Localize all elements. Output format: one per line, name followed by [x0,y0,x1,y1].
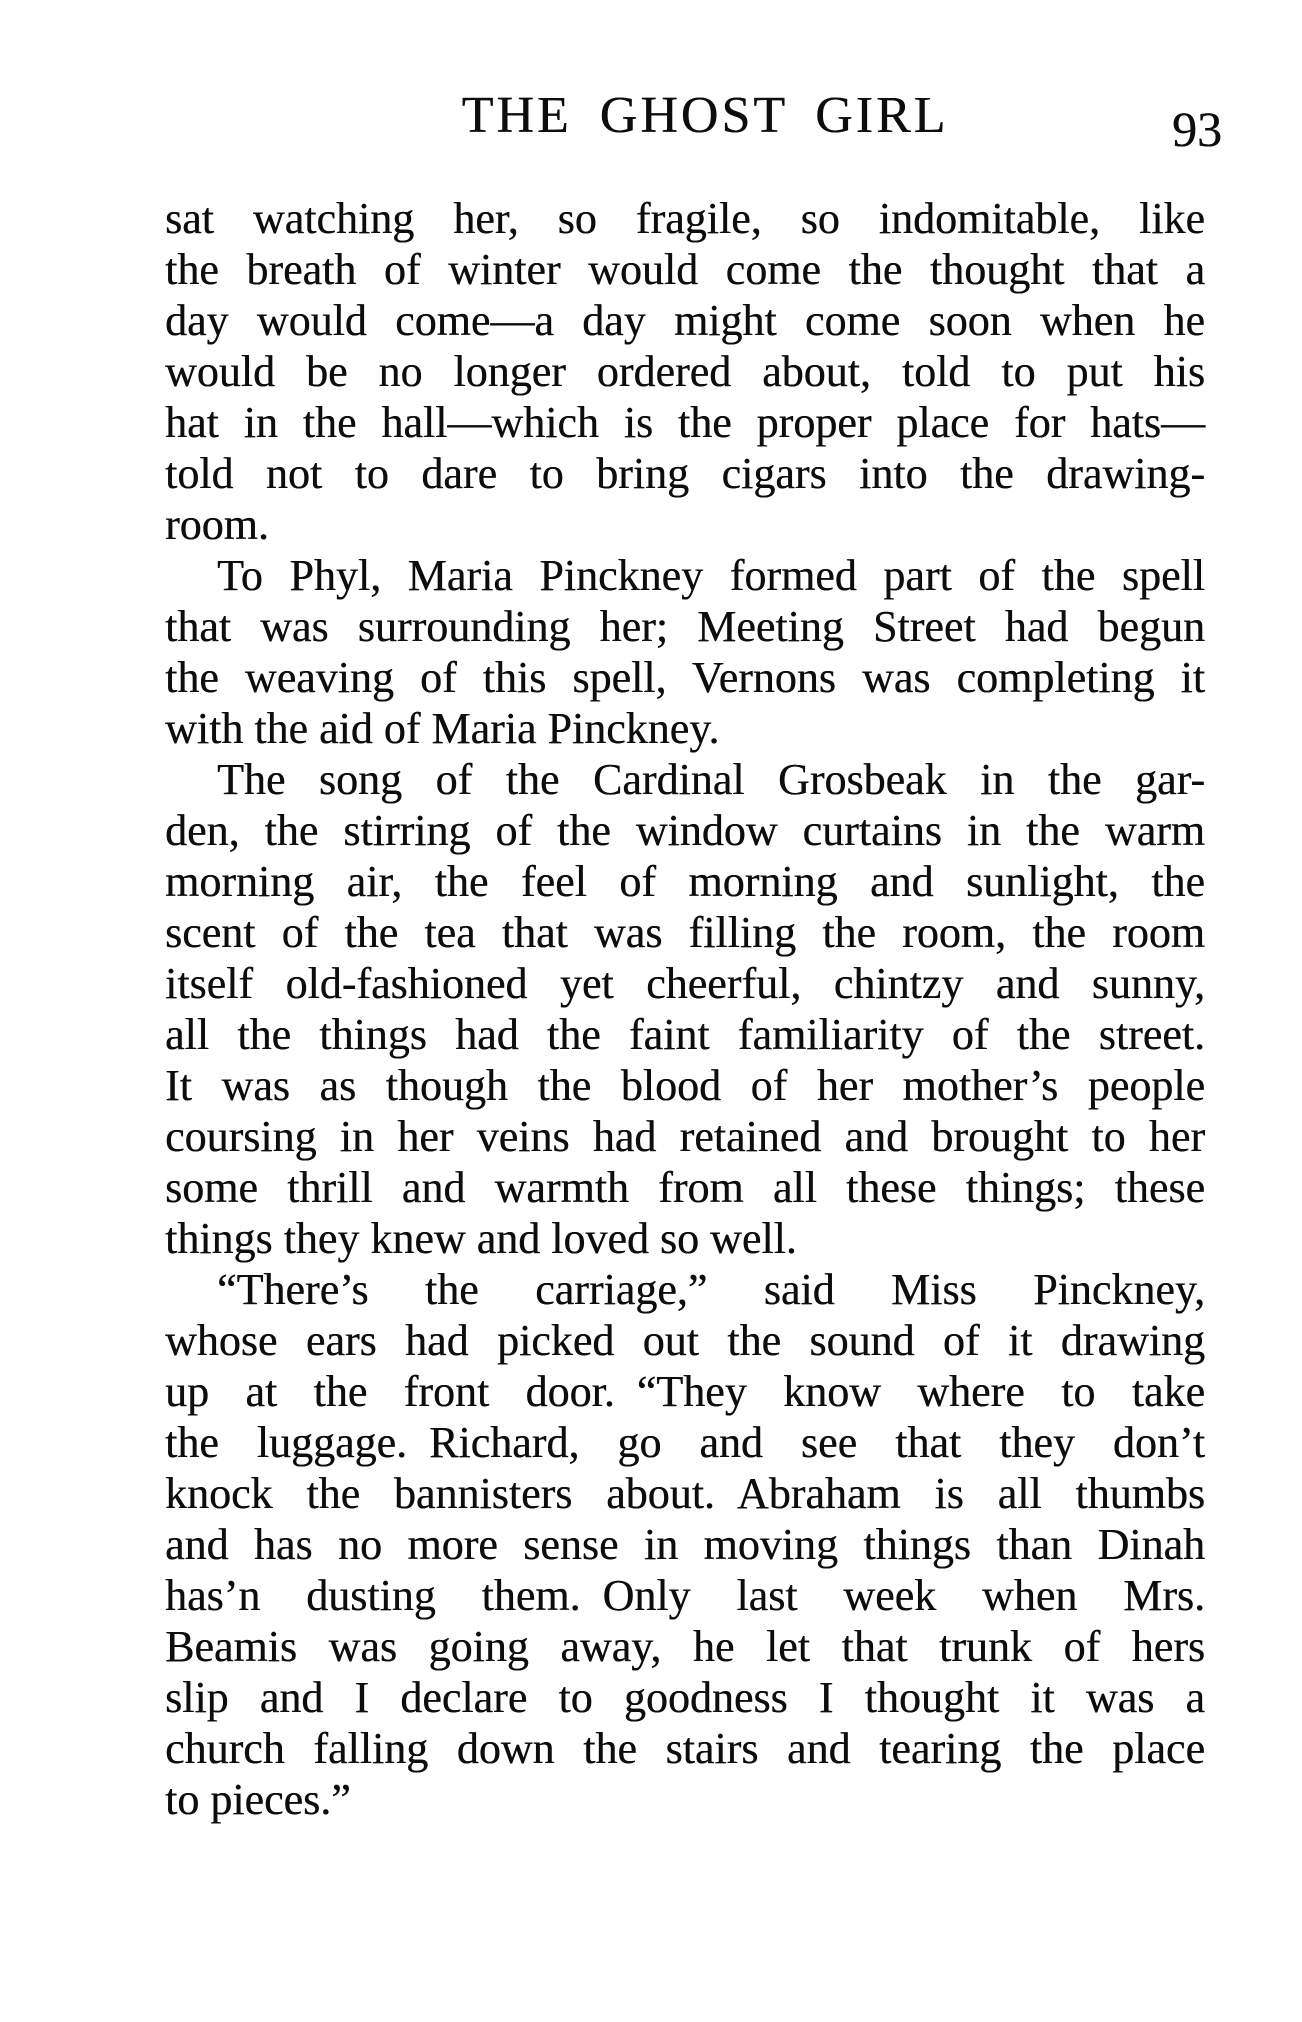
text-line: room. [165,500,269,549]
text-line: sat watching her, so fragile, so indomitable, like [165,194,1205,243]
text-line: would be no longer ordered about, told to put his [165,347,1205,396]
text-line: the breath of winter would come the thought that a [165,245,1205,294]
text-line: day would come—a day might come soon when he [165,296,1205,345]
text-line: told not to dare to bring cigars into the drawing- [165,449,1205,498]
paragraph [165,1264,1205,1825]
text-line: morning air, the feel of morning and sunlight, the [165,857,1205,906]
text-line: den, the stirring of the window curtains in the warm [165,806,1205,855]
running-head-title: THE GHOST GIRL [461,87,949,144]
text-line: the weaving of this spell, Vernons was completing it [165,653,1205,702]
paragraph [165,754,1205,1264]
paragraph [165,550,1205,754]
text-line: all the things had the faint familiarity of the street. [165,1010,1205,1059]
text-line: has’n dusting them. Only last week when Mrs. [165,1571,1205,1620]
text-line: whose ears had picked out the sound of it drawing [165,1316,1205,1365]
text-line: the luggage. Richard, go and see that they don’t [165,1418,1205,1467]
text-line: It was as though the blood of her mother’s people [165,1061,1205,1110]
text-line: scent of the tea that was filling the room, the room [165,908,1205,957]
text-line: things they knew and loved so well. [165,1214,797,1263]
text-line: church falling down the stairs and tearing the place [165,1724,1205,1773]
text-line: with the aid of Maria Pinckney. [165,704,720,753]
text-line: to pieces.” [165,1775,351,1824]
text-line: To Phyl, Maria Pinckney formed part of the spell [217,551,1205,600]
text-line: coursing in her veins had retained and brought to her [165,1112,1205,1161]
text-line: that was surrounding her; Meeting Street had begun [165,602,1205,651]
page-number: 93 [1172,101,1222,157]
text-line: some thrill and warmth from all these things; these [165,1163,1205,1212]
text-line: slip and I declare to goodness I thought it was a [165,1673,1205,1722]
text-line: up at the front door. “They know where to take [165,1367,1205,1416]
page-body [165,193,1205,1825]
text-line: and has no more sense in moving things than Dinah [165,1520,1205,1569]
text-line: knock the bannisters about. Abraham is all thumbs [165,1469,1205,1518]
paragraph [165,193,1205,550]
text-line: Beamis was going away, he let that trunk of hers [165,1622,1205,1671]
text-line: hat in the hall—which is the proper place for hats— [165,398,1205,447]
text-line: “There’s the carriage,” said Miss Pinckney, [217,1265,1205,1314]
text-line: itself old-fashioned yet cheerful, chintzy and sunny, [165,959,1205,1008]
text-line: The song of the Cardinal Grosbeak in the gar- [217,755,1205,804]
